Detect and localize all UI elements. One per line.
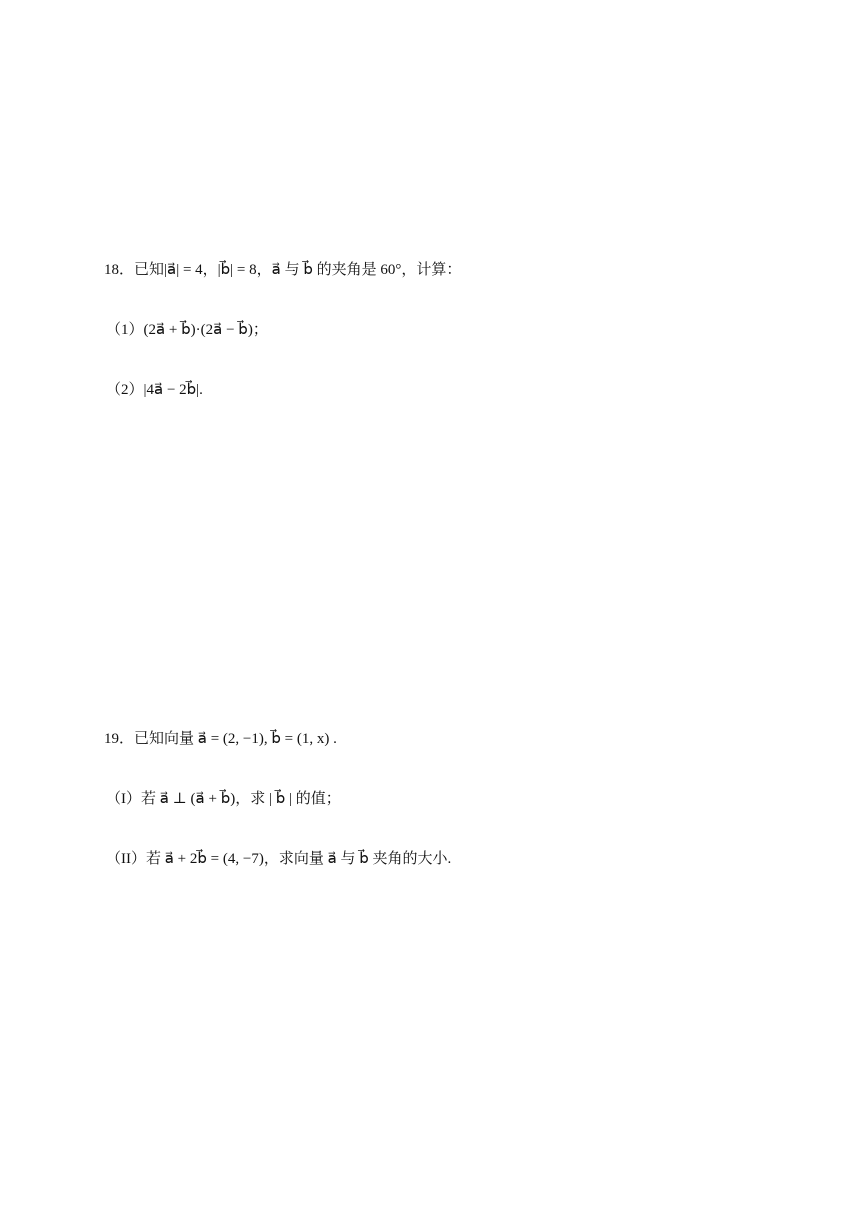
q19-part1-text: （I）若 a⃗ ⊥ (a⃗ + b⃗)，求 | b⃗ | 的值；: [106, 791, 341, 807]
q18-part2-text: （2）|4a⃗ − 2b⃗|.: [106, 382, 203, 398]
q19-stem: [104, 727, 337, 751]
q18-stem-text: 18．已知|a⃗| = 4，|b⃗| = 8，a⃗ 与 b⃗ 的夹角是 60°，计算：: [104, 262, 462, 278]
q18-stem: [104, 258, 461, 282]
q18-part1: [106, 318, 268, 342]
q18-part1-text: （1）(2a⃗ + b⃗)·(2a⃗ − b⃗)；: [106, 322, 268, 338]
q19-part2-text: （II）若 a⃗ + 2b⃗ = (4, −7)，求向量 a⃗ 与 b⃗ 夹角的大小.: [106, 851, 452, 867]
q19-part2: [106, 847, 451, 871]
q18-part2: [106, 378, 203, 402]
q19-stem-text: 19．已知向量 a⃗ = (2, −1), b⃗ = (1, x) .: [104, 731, 337, 747]
q19-part1: [106, 787, 341, 811]
